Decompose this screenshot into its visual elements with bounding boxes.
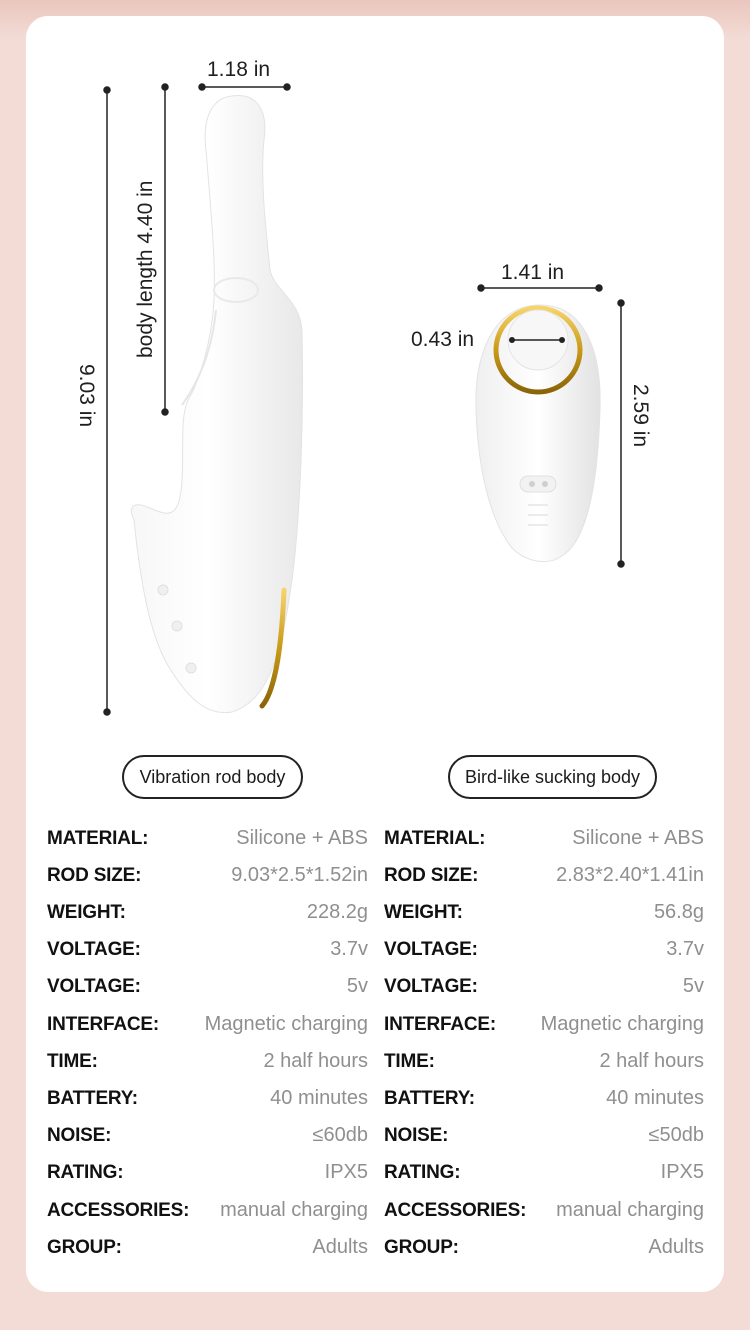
spec-key: INTERFACE:	[47, 1013, 160, 1035]
spec-key: VOLTAGE:	[384, 975, 478, 997]
spec-key: ROD SIZE:	[384, 864, 479, 886]
spec-row	[384, 1117, 704, 1154]
rod-width-label: 1.18 in	[207, 58, 271, 81]
spec-row	[47, 1154, 368, 1191]
spec-key: ACCESSORIES:	[384, 1199, 527, 1221]
sucker-length-label: 2.59 in	[629, 384, 652, 448]
spec-key: GROUP:	[47, 1236, 122, 1258]
spec-key: RATING:	[384, 1161, 461, 1183]
spec-key: MATERIAL:	[47, 827, 149, 849]
spec-key: GROUP:	[384, 1236, 459, 1258]
spec-row	[384, 1043, 704, 1080]
spec-row	[47, 1229, 368, 1266]
spec-key: VOLTAGE:	[47, 938, 141, 960]
spec-key: BATTERY:	[47, 1087, 138, 1109]
spec-row	[47, 1192, 368, 1229]
spec-key: TIME:	[47, 1050, 98, 1072]
spec-value: IPX5	[660, 1161, 704, 1183]
spec-key: ACCESSORIES:	[47, 1199, 190, 1221]
spec-row	[47, 857, 368, 894]
spec-row	[384, 1080, 704, 1117]
sucker-width-line	[478, 285, 602, 291]
sucker-label-pill: Bird-like sucking body	[448, 755, 657, 799]
spec-key: RATING:	[47, 1161, 124, 1183]
spec-key: BATTERY:	[384, 1087, 475, 1109]
spec-value: 3.7v	[666, 938, 704, 960]
sucker-opening-label: 0.43 in	[411, 328, 475, 351]
spec-value: manual charging	[220, 1199, 368, 1221]
rod-width-line	[199, 84, 290, 90]
rod-total-length-line	[104, 87, 110, 715]
spec-row	[384, 1229, 704, 1266]
spec-key: VOLTAGE:	[384, 938, 478, 960]
spec-value: 2.83*2.40*1.41in	[556, 864, 704, 886]
spec-key: NOISE:	[47, 1124, 112, 1146]
spec-key: WEIGHT:	[47, 901, 126, 923]
spec-key: VOLTAGE:	[47, 975, 141, 997]
spec-value: 56.8g	[653, 901, 704, 923]
spec-row	[384, 820, 704, 857]
spec-value: Adults	[648, 1236, 704, 1258]
spec-row	[47, 968, 368, 1005]
spec-row	[47, 894, 368, 931]
spec-value: 228.2g	[306, 901, 368, 923]
spec-row	[384, 894, 704, 931]
spec-key: NOISE:	[384, 1124, 449, 1146]
sucker-length-line	[618, 300, 624, 567]
spec-value: IPX5	[324, 1161, 368, 1183]
spec-value: Magnetic charging	[204, 1013, 368, 1035]
rod-body-length-line	[162, 84, 168, 415]
spec-row	[384, 931, 704, 968]
spec-row	[384, 1192, 704, 1229]
spec-row	[384, 1006, 704, 1043]
spec-row	[47, 820, 368, 857]
spec-value: 40 minutes	[606, 1087, 704, 1109]
spec-row	[47, 1117, 368, 1154]
spec-value: Silicone + ABS	[236, 827, 368, 849]
spec-value: manual charging	[556, 1199, 704, 1221]
spec-value: 3.7v	[330, 938, 368, 960]
spec-value: 2 half hours	[599, 1050, 704, 1072]
sucker-width-label: 1.41 in	[501, 261, 565, 284]
spec-value: Adults	[312, 1236, 368, 1258]
rod-body-length-label: body length 4.40 in	[134, 180, 157, 358]
spec-row	[384, 1154, 704, 1191]
spec-value: 9.03*2.5*1.52in	[231, 864, 368, 886]
spec-key: TIME:	[384, 1050, 435, 1072]
spec-value: ≤60db	[312, 1124, 368, 1146]
spec-value: ≤50db	[648, 1124, 704, 1146]
spec-value: 5v	[346, 975, 368, 997]
spec-value: 40 minutes	[270, 1087, 368, 1109]
spec-row	[384, 857, 704, 894]
rod-total-length-label: 9.03 in	[75, 364, 98, 428]
spec-row	[47, 1006, 368, 1043]
spec-key: WEIGHT:	[384, 901, 463, 923]
rod-label-pill: Vibration rod body	[122, 755, 303, 799]
spec-row	[47, 931, 368, 968]
spec-row	[47, 1043, 368, 1080]
sucking-body-drawing	[476, 305, 600, 562]
spec-value: 2 half hours	[263, 1050, 368, 1072]
spec-value: 5v	[682, 975, 704, 997]
spec-row	[47, 1080, 368, 1117]
spec-key: ROD SIZE:	[47, 864, 142, 886]
spec-value: Silicone + ABS	[572, 827, 704, 849]
spec-key: INTERFACE:	[384, 1013, 497, 1035]
spec-key: MATERIAL:	[384, 827, 486, 849]
spec-value: Magnetic charging	[540, 1013, 704, 1035]
spec-row	[384, 968, 704, 1005]
